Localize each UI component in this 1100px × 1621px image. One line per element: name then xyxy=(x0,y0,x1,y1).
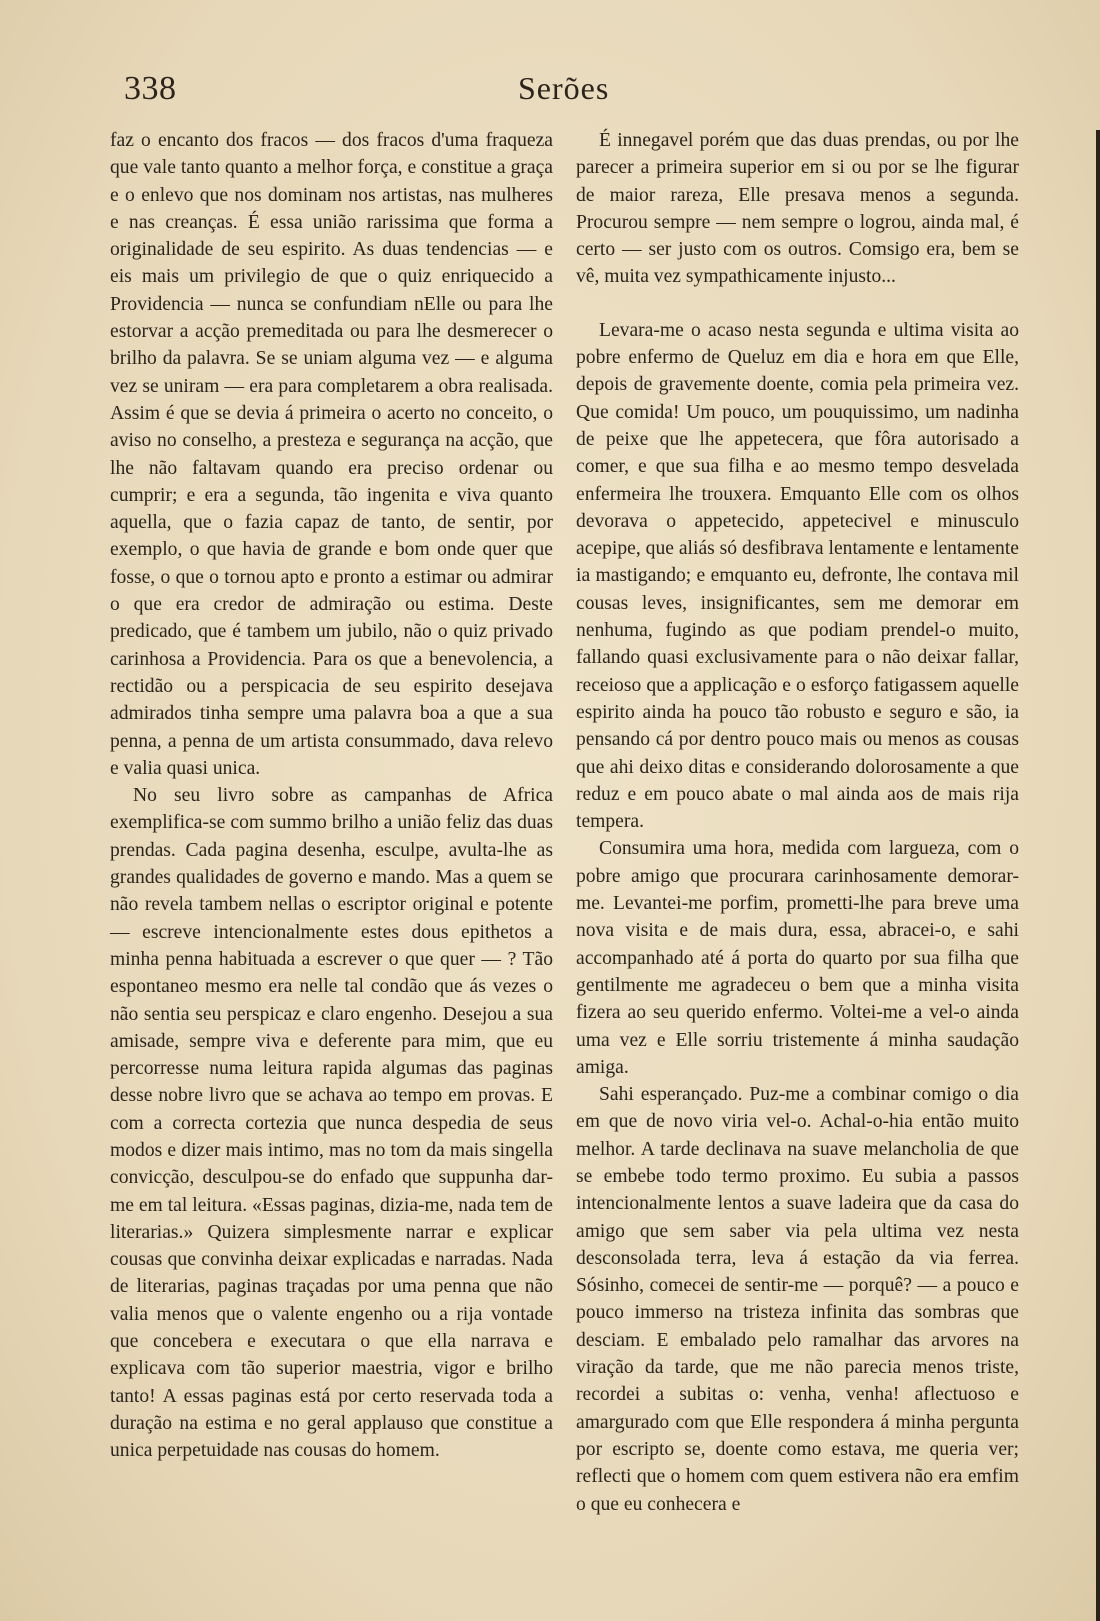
right-column xyxy=(576,127,1019,1518)
paragraph: É innegavel porém que das duas prendas, ou por lhe parecer a primeira superior em si ou por se lhe figurar de maior rareza, Elle presava menos a segunda. Procurou sempre — nem sempre o logrou, ainda mal, é certo — ser justo com os outros. Comsigo era, bem se vê, muita vez sympathicamente injusto... xyxy=(576,130,1019,288)
paragraph: Sahi esperançado. Puz-me a combinar comigo o dia em que de novo viria vel-o. Achal-o-hia então muito melhor. A tarde declinava na suave melancholia de que se embebe todo termo proximo. Eu subia a passos intencionalmente lentos a suave ladeira que da casa do amigo que sem saber via pela ultima vez nesta desconsolada terra, leva á estação da via ferrea. Sósinho, comecei de sentir-me — porquê? — a pouco e pouco immerso na tristeza infinita das sombras que desciam. E embalado pelo ramalhar das arvores na viração da tarde, que me não parecia menos triste, recordei a subitas o: venha, venha! aflectuoso e amargurado com que Elle respondera á minha pergunta por escripto se, doente como estava, me queria ver; reflecti que o homem com quem estivera não era emfim o que eu conhecera e xyxy=(576,1084,1019,1515)
page-header xyxy=(124,70,1024,120)
left-column xyxy=(110,127,553,1465)
paragraph: No seu livro sobre as campanhas de Africa exemplifica-se com summo brilho a união feliz das duas prendas. Cada pagina desenha, esculpe, avulta-lhe as grandes qualidades de governo e mando. Mas a quem se não revela tambem nellas o escriptor original e potente — escreve intencionalmente estes dous epithetos a minha penna habituada a escrever o que quer — ? Tão espontaneo mesmo era nelle tal condão que ás vezes o não sentia seu perspicaz e claro engenho. Desejou a sua amisade, sempre viva e deferente para mim, que eu percorresse numa leitura rapida algumas das paginas desse nobre livro que se achava ao tempo em provas. E com a correcta cortezia que nunca despedia de seus modos e dizer mais intimo, mas no tom da mais singella convicção, desculpou-se do enfado que suppunha dar-me em tal leitura. «Essas paginas, dizia-me, nada tem de literarias.» Quizera simplesmente narrar e explicar cousas que convinha deixar explicadas e narradas. Nada de literarias, paginas traçadas por uma penna que não valia menos que o valente engenho ou a rija vontade que concebera e executara o que ella narrava e explicava com tão superior maestria, vigor e brilho tanto! A essas paginas está por certo reservada toda a duração na estima e no geral applauso que constitue a unica perpetuidade nas cousas do homem. xyxy=(110,785,553,1462)
page-number: 338 xyxy=(124,70,177,107)
paragraph: Levara-me o acaso nesta segunda e ultima visita ao pobre enfermo de Queluz em dia e hora em que Elle, depois de gravemente doente, comia pela primeira vez. Que comida! Um pouco, um pouquissimo, um nadinha de peixe que lhe appetecera, que fôra autorisado a comer, e que sua filha e ao mesmo tempo desvelada enfermeira lhe trouxera. Emquanto Elle com os olhos devorava o appetecido, appetecivel e minusculo acepipe, que aliás só desfibrava lentamente e lentamente ia mastigando; e emquanto eu, defronte, lhe contava mil cousas leves, insignificantes, sem me demorar em nenhuma, fugindo as que podiam prendel-o muito, fallando quasi exclusivamente para o não deixar fallar, receioso que a applicação e o esforço fatigassem aquelle espirito ainda ha pouco tão robusto e seguro e são, ia pensando cá por dentro pouco mais ou menos as cousas que ahi deixo ditas e considerando dolorosamente a que reduz e em pouco abate o mal ainda aos de mais rija tempera. xyxy=(576,319,1019,833)
paragraph: Consumira uma hora, medida com largueza, com o pobre amigo que procurara carinhosamente demorar-me. Levantei-me porfim, prometti-lhe para breve uma nova visita e de mais dura, essa, abracei-o, e sahi accompanhado até á porta do quarto por sua filha que gentilmente me agradeceu o bem que a minha visita fizera ao seu querido enfermo. Voltei-me a vel-o ainda uma vez e Elle sorriu tristemente á minha saudação amiga. xyxy=(576,838,1019,1078)
running-title: Serões xyxy=(518,70,610,106)
page-edge-shadow xyxy=(1096,130,1100,1621)
paragraph: faz o encanto dos fracos — dos fracos d'uma fraqueza que vale tanto quanto a melhor força, e constitue a graça e o enlevo que nos dominam nos artistas, nas mulheres e nas creanças. É essa união rarissima que forma a originalidade de seu espirito. As duas tendencias — e eis mais um privilegio de que o quiz enriquecido a Providencia — nunca se confundiam nElle ou para lhe estorvar a acção premeditada ou para lhe desmerecer o brilho da palavra. Se se uniam alguma vez — e alguma vez se uniram — era para completarem a obra realisada. Assim é que se devia á primeira o acerto no conceito, o aviso no conselho, a presteza e segurança na acção, que lhe não faltavam quando era preciso ordenar ou cumprir; e era a segunda, tão ingenita e viva quanto aquella, que o fazia capaz de tanto, de sentir, por exemplo, o que havia de grande e bom onde quer que fosse, o que o tornou apto e pronto a estimar ou admirar o que era credor de admiração ou estima. Deste predicado, que é tambem um jubilo, não o quiz privado carinhosa a Providencia. Para os que a benevolencia, a rectidão ou a perspicacia de seu espirito desejava admirados tinha sempre uma palavra boa a que a sua penna, a penna de um artista consummado, dava relevo e valia quasi unica. xyxy=(110,130,553,779)
